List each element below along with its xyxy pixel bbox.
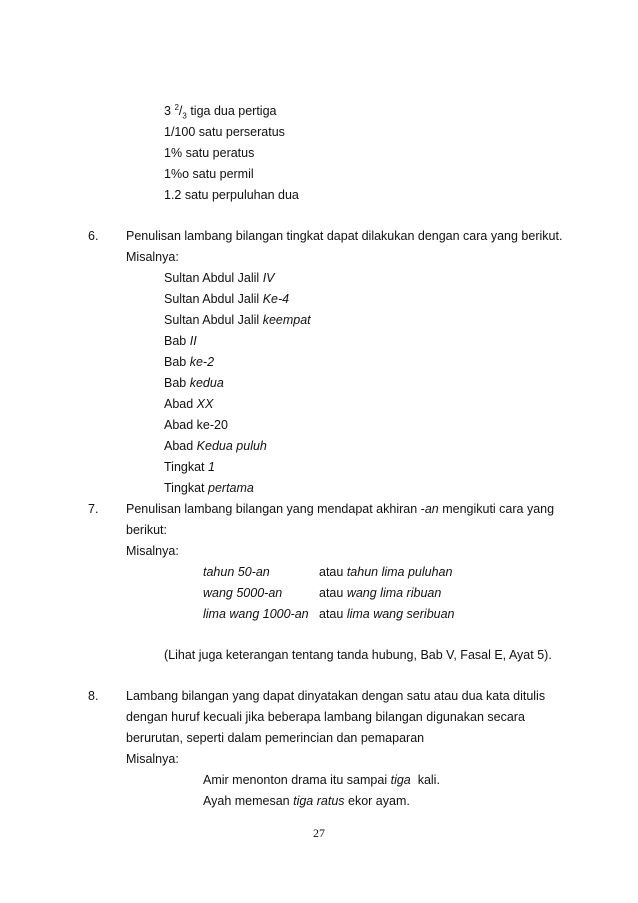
example-right: atau tahun lima puluhan bbox=[319, 565, 453, 579]
example-line: Sultan Abdul Jalil Ke-4 bbox=[164, 292, 290, 306]
fraction-word: satu peratus bbox=[185, 146, 255, 160]
fraction-word: tiga dua pertiga bbox=[190, 104, 277, 118]
fraction-value: 1.2 bbox=[164, 188, 182, 202]
fraction-word: satu permil bbox=[192, 167, 254, 181]
item-number: 8. bbox=[88, 689, 99, 703]
item-number: 7. bbox=[88, 502, 99, 516]
example-line: Tingkat pertama bbox=[164, 481, 254, 495]
page-number: 27 bbox=[313, 826, 325, 840]
item7-line-1: Penulisan lambang bilangan yang mendapat akhiran -an mengikuti cara yang bbox=[126, 502, 555, 516]
fraction-word: satu perpuluhan dua bbox=[184, 188, 299, 202]
fraction-value: 1%o bbox=[164, 167, 190, 181]
example-right: atau wang lima ribuan bbox=[319, 586, 442, 600]
example-label: Misalnya: bbox=[126, 544, 179, 558]
fraction-line-4 bbox=[164, 167, 254, 181]
example-line: Abad ke-20 bbox=[164, 418, 228, 432]
example-label: Misalnya: bbox=[126, 752, 179, 766]
example-left: wang 5000-an bbox=[203, 586, 283, 600]
item7-note: (Lihat juga keterangan tentang tanda hubung, Bab V, Fasal E, Ayat 5). bbox=[164, 648, 552, 662]
example-sentence: Amir menonton drama itu sampai tiga kali. bbox=[203, 773, 440, 787]
fraction-line-5 bbox=[164, 188, 299, 202]
item7-line-2: berikut: bbox=[126, 523, 167, 537]
example-line: Abad Kedua puluh bbox=[164, 439, 267, 453]
fraction-numerator: 2 bbox=[174, 102, 179, 112]
example-line: Bab ke-2 bbox=[164, 355, 215, 369]
example-line: Sultan Abdul Jalil keempat bbox=[164, 313, 311, 327]
example-line: Bab kedua bbox=[164, 376, 224, 390]
example-line: Tingkat 1 bbox=[164, 460, 215, 474]
fraction-line-1: 3 $^2/_3$ tiga dua pertiga bbox=[164, 102, 277, 121]
example-left: tahun 50-an bbox=[203, 565, 270, 579]
fraction-line-2 bbox=[164, 125, 285, 139]
fraction-word: satu perseratus bbox=[198, 125, 285, 139]
example-line: Abad XX bbox=[164, 397, 214, 411]
example-line: Bab II bbox=[164, 334, 197, 348]
item-number: 6. bbox=[88, 229, 99, 243]
example-line: Sultan Abdul Jalil IV bbox=[164, 271, 275, 285]
fraction-whole: 3 bbox=[164, 104, 171, 118]
fraction-value: 1/100 bbox=[164, 125, 196, 139]
example-right: atau lima wang seribuan bbox=[319, 607, 455, 621]
item6-text: Penulisan lambang bilangan tingkat dapat dilakukan dengan cara yang berikut. bbox=[126, 229, 563, 243]
item8-line-1: Lambang bilangan yang dapat dinyatakan dengan satu atau dua kata ditulis bbox=[126, 689, 546, 703]
example-left: lima wang 1000-an bbox=[203, 607, 309, 621]
item8-line-3: berurutan, seperti dalam pemerincian dan pemaparan bbox=[126, 731, 425, 745]
fraction-denominator: 3 bbox=[182, 111, 187, 121]
fraction-value: 1% bbox=[164, 146, 183, 160]
item8-line-2: dengan huruf kecuali jika beberapa lambang bilangan digunakan secara bbox=[126, 710, 525, 724]
example-sentence: Ayah memesan tiga ratus ekor ayam. bbox=[203, 794, 410, 808]
example-label: Misalnya: bbox=[126, 250, 179, 264]
fraction-line-3 bbox=[164, 146, 254, 160]
